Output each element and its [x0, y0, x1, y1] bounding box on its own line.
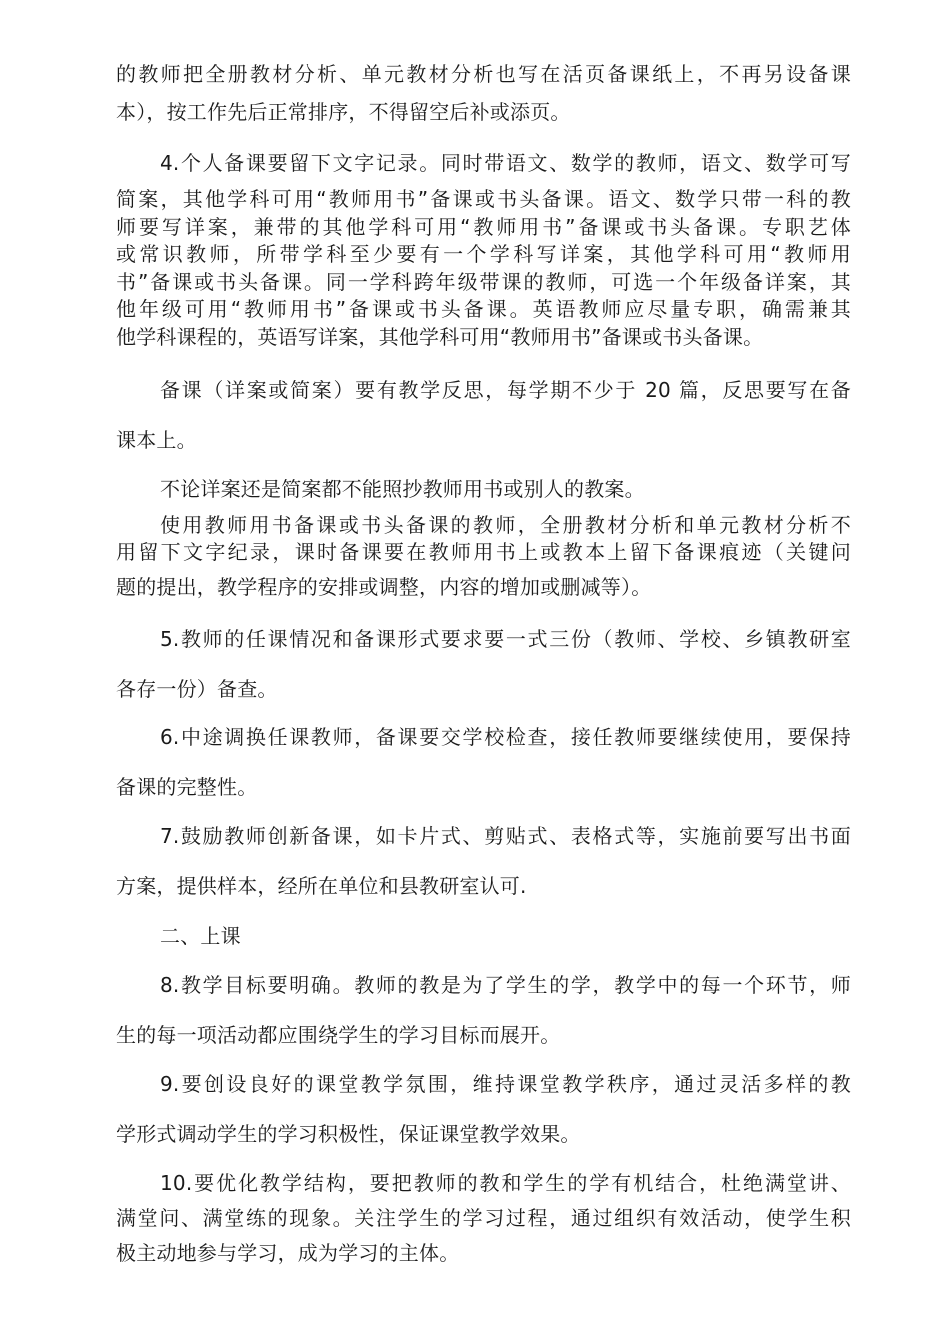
text-line: 他年级可用“教师用书”备课或书头备课。英语教师应尽量专职，确需兼其 — [116, 297, 851, 321]
text-line: 的教师把全册教材分析、单元教材分析也写在活页备课纸上，不再另设备课 — [116, 62, 851, 86]
text-line: 书”备课或书头备课。同一学科跨年级带课的教师，可选一个年级备详案，其 — [116, 270, 851, 294]
text-line: 简案，其他学科可用“教师用书”备课或书头备课。语文、数学只带一科的教 — [116, 187, 851, 211]
text-line: 8.教学目标要明确。教师的教是为了学生的学，教学中的每一个环节，师 — [160, 973, 851, 997]
text-line: 10.要优化教学结构，要把教师的教和学生的学有机结合，杜绝满堂讲、 — [160, 1171, 851, 1195]
text-line: 方案，提供样本，经所在单位和县教研室认可. — [116, 874, 527, 898]
text-line: 备课（详案或简案）要有教学反思，每学期不少于 20 篇，反思要写在备 — [160, 378, 851, 402]
text-line: 各存一份）备查。 — [116, 677, 278, 701]
text-line: 用留下文字纪录，课时备课要在教师用书上或教本上留下备课痕迹（关键问 — [116, 540, 851, 564]
text-line: 他学科课程的，英语写详案，其他学科可用“教师用书”备课或书头备课。 — [116, 325, 764, 349]
section-heading: 二、上课 — [160, 924, 241, 948]
text-line: 不论详案还是简案都不能照抄教师用书或别人的教案。 — [160, 477, 645, 501]
text-line: 生的每一项活动都应围绕学生的学习目标而展开。 — [116, 1023, 561, 1047]
text-line: 师要写详案，兼带的其他学科可用“教师用书”备课或书头备课。专职艺体 — [116, 215, 851, 239]
text-line: 7.鼓励教师创新备课，如卡片式、剪贴式、表格式等，实施前要写出书面 — [160, 824, 851, 848]
text-line: 学形式调动学生的学习积极性，保证课堂教学效果。 — [116, 1122, 581, 1146]
text-line: 或常识教师，所带学科至少要有一个学科写详案，其他学科可用“教师用 — [116, 242, 851, 266]
text-line: 题的提出，教学程序的安排或调整，内容的增加或删减等）。 — [116, 575, 652, 599]
text-line: 极主动地参与学习，成为学习的主体。 — [116, 1241, 460, 1265]
text-line: 备课的完整性。 — [116, 775, 258, 799]
text-line: 满堂问、满堂练的现象。关注学生的学习过程，通过组织有效活动，使学生积 — [116, 1206, 851, 1230]
text-line: 5.教师的任课情况和备课形式要求要一式三份（教师、学校、乡镇教研室 — [160, 627, 851, 651]
text-line: 使用教师用书备课或书头备课的教师，全册教材分析和单元教材分析不 — [160, 513, 851, 537]
text-line: 课本上。 — [116, 428, 197, 452]
text-line: 4.个人备课要留下文字记录。同时带语文、数学的教师，语文、数学可写 — [160, 151, 851, 175]
text-line: 9.要创设良好的课堂教学氛围，维持课堂教学秩序，通过灵活多样的教 — [160, 1072, 851, 1096]
text-line: 6.中途调换任课教师，备课要交学校检查，接任教师要继续使用，要保持 — [160, 725, 851, 749]
text-line: 本），按工作先后正常排序，不得留空后补或添页。 — [116, 100, 571, 124]
